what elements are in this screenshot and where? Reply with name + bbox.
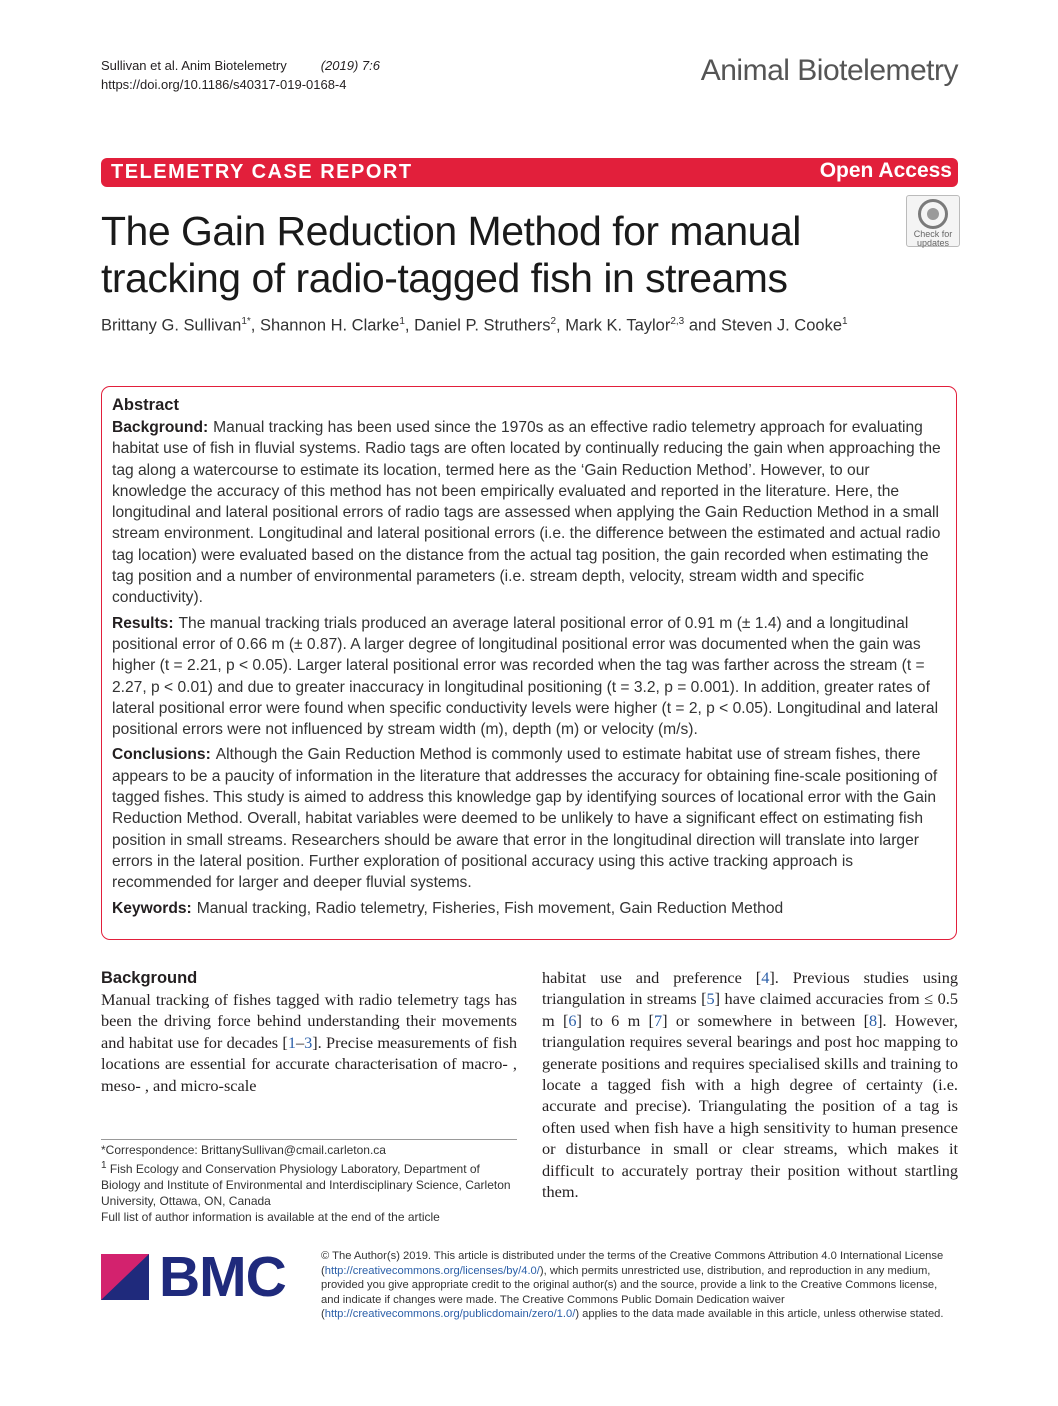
abstract-results — [112, 613, 946, 741]
section-label: Conclusions: — [112, 746, 211, 764]
author-name: Daniel P. Struthers — [414, 316, 551, 335]
license-text: ) applies to the data made available in this article, unless otherwise stated. — [575, 1308, 944, 1321]
license-text: ), which permits unrestricted use, distribution, and reproduction in any medium, provided you give appropriate credit to the original author(s) and the source, provide a link to the Creative Commons license, and indicate if changes were made. The Creative Commons Public Domain Dedication waiver ( — [321, 1264, 938, 1321]
license-link[interactable]: http://creativecommons.org/publicdomain/zero/1.0/ — [324, 1308, 576, 1321]
reference-link[interactable]: 6 — [568, 1010, 577, 1030]
body-text: ]. However, triangulation requires several bearings and post hoc mapping to generate positions and requires specialised skills and training to locate a tagged fish with a high degree of certainty (i.e. accurate and precise). Triangulating the position of a tag is often used when fish have a high sensitivity to human presence or disturbance in small or clear streams, which makes it difficult to accurately portray their position without startling them. — [542, 1010, 959, 1202]
section-text: Manual tracking has been used since the 1970s as an effective radio telemetry approach for evaluating habitat use of fish in fluvial systems. Radio tags are often located by continually reducing the gain when approaching the tag along a watercourse to estimate its location, termed here as the ‘Gain Reduction Method’. However, to our knowledge the accuracy of this method has not been empirically evaluated and reported in the literature. Here, the longitudinal and lateral positional errors of radio tags are assessed when applying the Gain Reduction Method in a small stream environment. Longitudinal and lateral positional errors (i.e. the difference between the estimated and actual radio tag location) were evaluated based on the distance from the actual tag position, the gain recorded when estimating the tag position and a number of environmental parameters (i.e. stream depth, velocity, stream width and specific conductivity). — [112, 419, 941, 607]
section-label: Background: — [112, 419, 209, 436]
correspondence-note: *Correspondence: BrittanySullivan@cmail.carleton.ca — [101, 1143, 386, 1157]
body-column-left — [101, 967, 517, 1096]
reference-link[interactable]: 3 — [304, 1032, 313, 1052]
author-affiliation: 1 — [399, 316, 405, 327]
author-info-note: Full list of author information is available at the end of the article — [101, 1210, 440, 1224]
citation-authors: Sullivan et al. Anim Biotelemetry — [101, 58, 287, 73]
license-text: © The Author(s) 2019. This article is distributed under the terms of the Creative Commons Attribution 4.0 International License ( — [321, 1250, 944, 1277]
abstract-heading: Abstract — [112, 396, 179, 414]
abstract-box — [101, 386, 957, 940]
section-text: Manual tracking, Radio telemetry, Fisheries, Fish movement, Gain Reduction Method — [196, 899, 784, 917]
article-type-banner — [101, 158, 958, 187]
abstract-conclusions — [112, 744, 946, 893]
author-separator: , — [556, 316, 566, 335]
bmc-logo-word: BMC — [159, 1245, 286, 1309]
section-heading: Background — [101, 969, 198, 987]
author-separator: , — [250, 316, 260, 335]
check-for-updates-button[interactable] — [906, 195, 960, 247]
section-label: Keywords: — [112, 899, 192, 917]
reference-link[interactable]: 1 — [287, 1032, 296, 1052]
reference-link[interactable]: 7 — [653, 1010, 663, 1030]
body-text: ] to 6 m [ — [576, 1010, 654, 1030]
author-separator: and — [684, 316, 721, 335]
journal-name: Animal Biotelemetry — [700, 54, 958, 87]
body-text: ] have claimed accuracies from ≤ 0.5 m [ — [542, 989, 958, 1030]
abstract-background — [112, 417, 946, 609]
body-paragraph — [101, 989, 517, 1096]
license-link[interactable]: http://creativecommons.org/licenses/by/4.0/ — [324, 1264, 540, 1277]
body-paragraph — [542, 967, 958, 1202]
body-text: – — [295, 1032, 305, 1052]
body-text: ] or somewhere in between [ — [662, 1010, 869, 1030]
footnote-divider — [101, 1139, 517, 1140]
article-title: The Gain Reduction Method for manual tracking of radio-tagged fish in streams — [101, 208, 801, 301]
check-updates-label: Check for updates — [913, 229, 953, 248]
section-text: The manual tracking trials produced an average lateral positional error of 0.91 m (± 1.4) and a longitudinal positional error of 0.66 m (± 0.87). A larger degree of longitudinal positional error was documented when the gain was higher (t = 2.21, p < 0.05). Larger lateral positional error was recorded when the tag was farther across the stream (t = 2.27, p < 0.01) and due to greater inaccuracy in longitudinal positioning (t = 3.2, p = 0.001). In addition, greater rates of lateral positional error were found when specific conductivity levels were higher (t = 2, p < 0.05). Longitudinal and lateral positional errors were not influenced by stream width (m), depth (m) or velocity (m/s). — [112, 614, 939, 739]
footnotes — [101, 1142, 517, 1225]
body-text: ]. Precise measurements of fish locations are essential for accurate characterisation of macro- , meso- , and micro-scale — [101, 1032, 518, 1095]
reference-link[interactable]: 5 — [706, 989, 715, 1009]
reference-link[interactable]: 4 — [761, 968, 770, 987]
section-label: Results: — [112, 614, 174, 632]
affiliation-text: Fish Ecology and Conservation Physiology Laboratory, Department of Biology and Institute of Environmental and Interdisciplinary Science, Carleton University, Ottawa, ON, Canada — [101, 1162, 511, 1208]
author-separator: , — [404, 316, 415, 335]
section-text: Although the Gain Reduction Method is commonly used to estimate habitat use of stream fishes, there appears to be a paucity of information in the literature that addresses the accuracy for obtaining fine-scale positioning of tagged fishes. This study is aimed to address this knowledge gap by identifying sources of locational error with the Gain Reduction Method. Overall, habitat variables were deemed to be unlikely to have a significant effect on estimating fish position in small streams. Researchers should be aware that error in the longitudinal direction will translate into larger errors in the lateral position. Further exploration of positional accuracy using this active tracking approach is recommended for larger and deeper fluvial systems. — [112, 746, 938, 892]
citation-block — [101, 56, 380, 94]
check-updates-icon — [918, 199, 948, 229]
author-list — [101, 316, 848, 336]
citation-year: (2019) 7:6 — [320, 58, 380, 73]
author-name: Brittany G. Sullivan — [101, 316, 242, 335]
body-column-right — [542, 967, 958, 1202]
open-access-label: Open Access — [819, 159, 952, 182]
doi-link[interactable]: https://doi.org/10.1186/s40317-019-0168-4 — [101, 77, 347, 92]
article-type: TELEMETRY CASE REPORT — [111, 161, 413, 183]
author-affiliation: 2,3 — [670, 316, 685, 327]
bmc-logo — [101, 1245, 294, 1309]
author-affiliation: 1* — [241, 316, 251, 327]
body-text: Manual tracking of fishes tagged with radio telemetry tags has been the driving force behind understanding their movements and habitat use for decades [ — [101, 990, 517, 1052]
author-name: Mark K. Taylor — [565, 316, 671, 335]
license-statement — [321, 1249, 957, 1322]
abstract-keywords — [112, 898, 946, 919]
affiliation-note — [101, 1158, 517, 1209]
bmc-logo-mark — [101, 1254, 149, 1300]
author-affiliation: 2 — [550, 316, 557, 327]
affiliation-number: 1 — [101, 1160, 107, 1171]
author-name: Steven J. Cooke — [720, 316, 843, 335]
author-affiliation: 1 — [842, 316, 848, 327]
body-text: ]. Previous studies using triangulation in streams [ — [542, 968, 958, 1009]
reference-link[interactable]: 8 — [869, 1010, 878, 1030]
body-text: habitat use and preference [ — [542, 968, 762, 987]
author-name: Shannon H. Clarke — [259, 316, 400, 335]
